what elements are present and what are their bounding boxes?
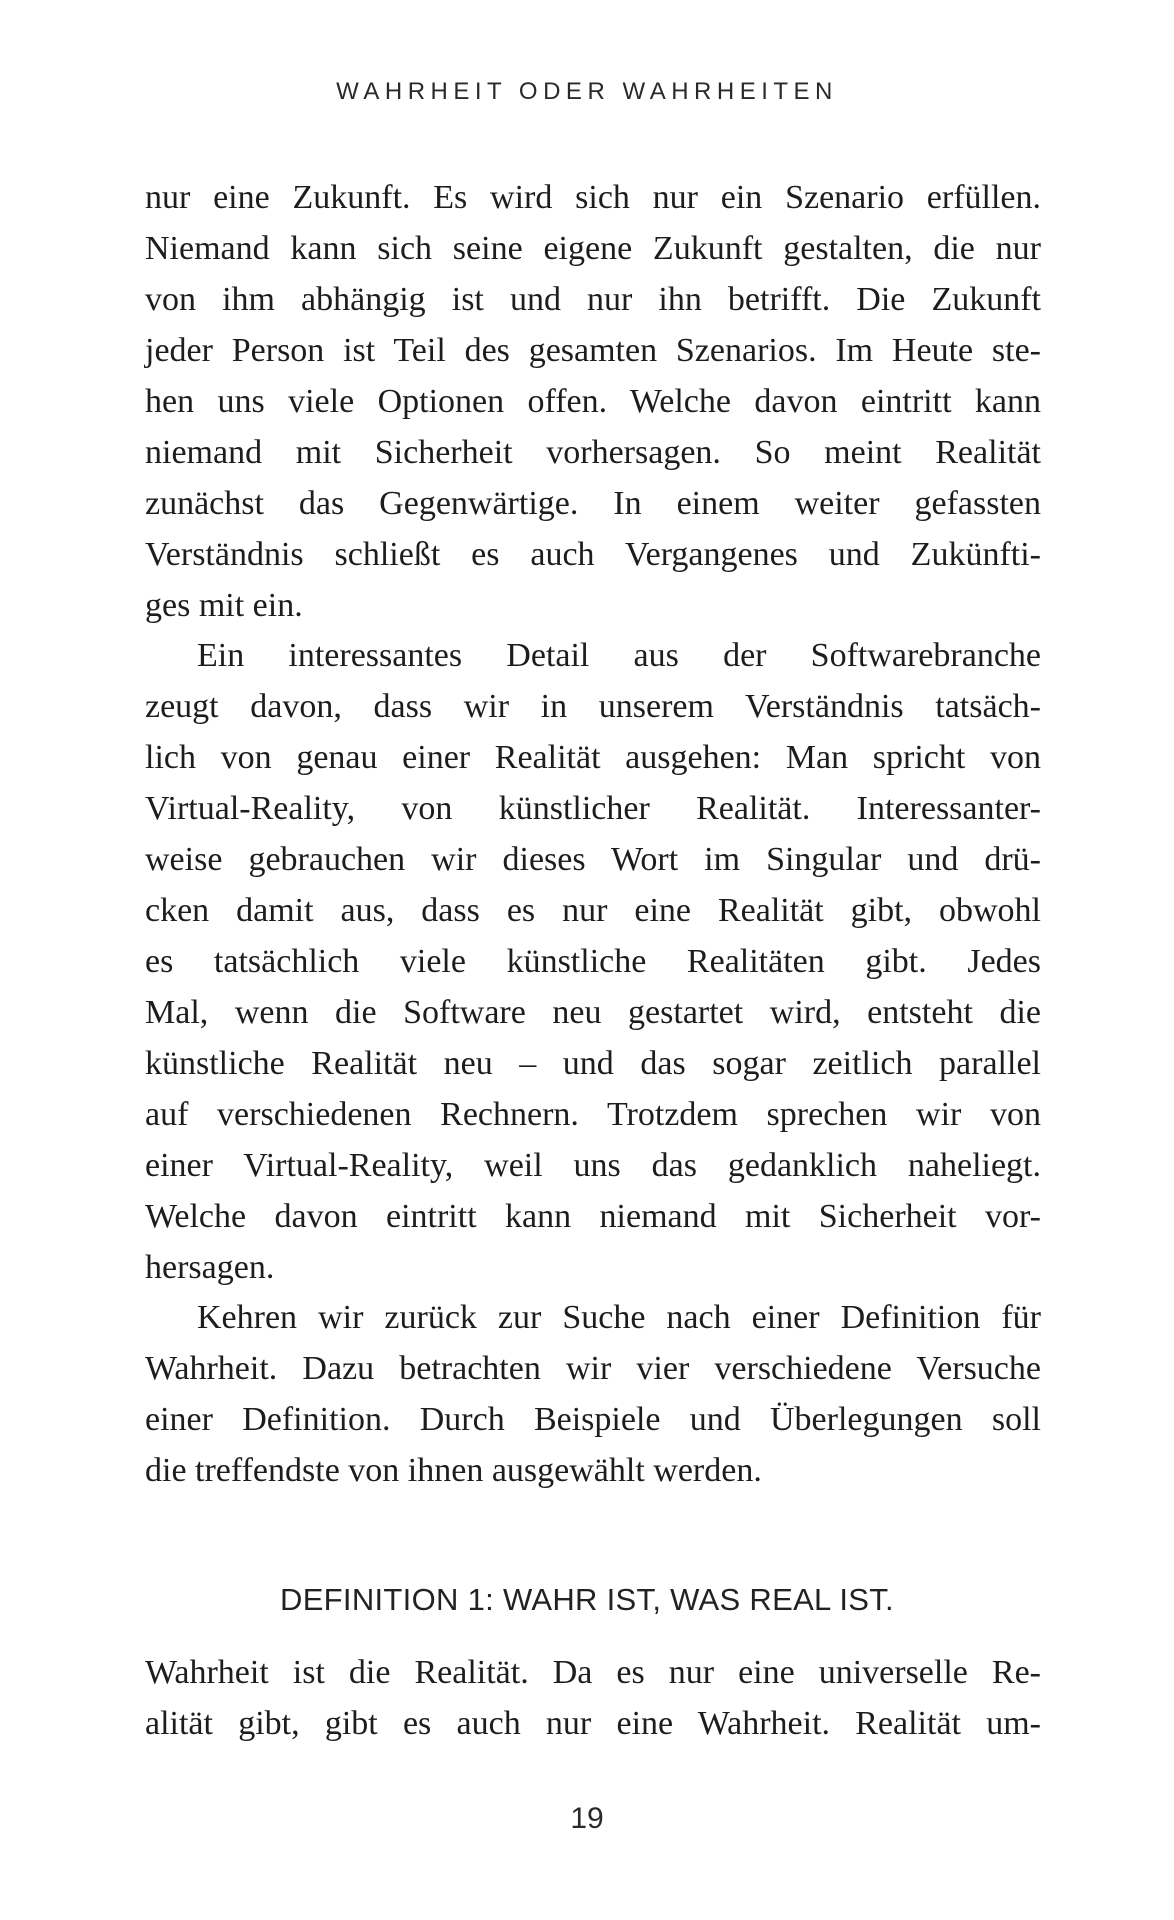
text-line: einer Definition. Durch Beispiele und Überlegungen soll xyxy=(145,1401,1041,1438)
running-head: WAHRHEIT ODER WAHRHEITEN xyxy=(336,78,838,105)
text-line: cken damit aus, dass es nur eine Realität gibt, obwohl xyxy=(145,892,1041,929)
text-line: weise gebrauchen wir dieses Wort im Singular und drü- xyxy=(145,841,1041,878)
text-line: Verständnis schließt es auch Vergangenes und Zukünfti- xyxy=(145,536,1041,573)
text-line: alität gibt, gibt es auch nur eine Wahrheit. Realität um- xyxy=(145,1705,1041,1742)
text-line: die treffendste von ihnen ausgewählt werden. xyxy=(145,1452,762,1489)
text-line: niemand mit Sicherheit vorhersagen. So meint Realität xyxy=(145,434,1041,471)
text-line: zeugt davon, dass wir in unserem Verständnis tatsäch- xyxy=(145,688,1041,725)
text-line: künstliche Realität neu – und das sogar zeitlich parallel xyxy=(145,1045,1041,1082)
text-line: Virtual-Reality, von künstlicher Realität. Interessanter- xyxy=(145,790,1041,827)
text-line: hersagen. xyxy=(145,1249,275,1286)
text-line: Niemand kann sich seine eigene Zukunft gestalten, die nur xyxy=(145,230,1041,267)
paragraph-3 xyxy=(145,1292,1041,1496)
text-line: hen uns viele Optionen offen. Welche davon eintritt kann xyxy=(145,383,1041,420)
page-number: 19 xyxy=(570,1802,604,1835)
text-line: Wahrheit ist die Realität. Da es nur eine universelle Re- xyxy=(145,1654,1041,1691)
paragraph-1 xyxy=(145,172,1041,631)
text-line: von ihm abhängig ist und nur ihn betrifft. Die Zukunft xyxy=(145,281,1041,318)
text-line: Welche davon eintritt kann niemand mit Sicherheit vor- xyxy=(145,1198,1041,1235)
text-line: Ein interessantes Detail aus der Softwarebranche xyxy=(197,637,1041,674)
text-line: zunächst das Gegenwärtige. In einem weiter gefassten xyxy=(145,485,1041,522)
text-line: Mal, wenn die Software neu gestartet wird, entsteht die xyxy=(145,994,1041,1031)
text-line: es tatsächlich viele künstliche Realitäten gibt. Jedes xyxy=(145,943,1041,980)
text-line: Wahrheit. Dazu betrachten wir vier verschiedene Versuche xyxy=(145,1350,1041,1387)
text-line: nur eine Zukunft. Es wird sich nur ein Szenario erfüllen. xyxy=(145,179,1041,216)
text-line: auf verschiedenen Rechnern. Trotzdem sprechen wir von xyxy=(145,1096,1041,1133)
text-line: einer Virtual-Reality, weil uns das gedanklich naheliegt. xyxy=(145,1147,1041,1184)
section-paragraph xyxy=(145,1647,1041,1749)
section-heading: DEFINITION 1: WAHR IST, WAS REAL IST. xyxy=(280,1582,894,1617)
text-line: ges mit ein. xyxy=(145,587,303,624)
text-line: jeder Person ist Teil des gesamten Szenarios. Im Heute ste- xyxy=(145,332,1041,369)
text-line: Kehren wir zurück zur Suche nach einer Definition für xyxy=(197,1299,1041,1336)
paragraph-2 xyxy=(145,630,1041,1293)
text-line: lich von genau einer Realität ausgehen: Man spricht von xyxy=(145,739,1041,776)
